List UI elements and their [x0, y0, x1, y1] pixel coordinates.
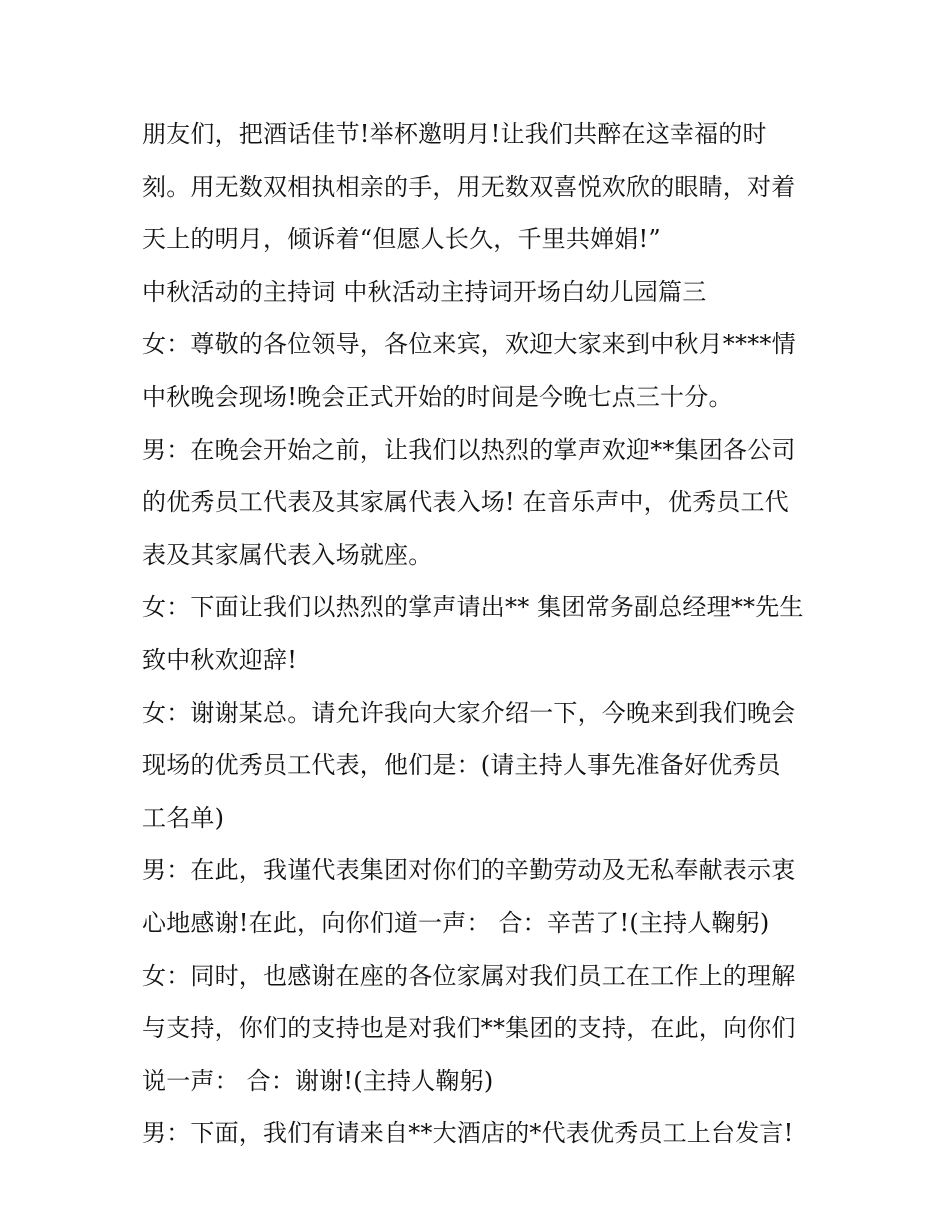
text-line: 中秋晚会现场!晚会正式开始的时间是今晚七点三十分。	[142, 382, 733, 411]
section-heading: 中秋活动的主持词 中秋活动主持词开场白幼儿园篇三	[142, 277, 707, 306]
text-line: 现场的优秀员工代表，他们是：(请主持人事先准备好优秀员	[142, 751, 781, 780]
text-line: 天上的明月，倾诉着“但愿人长久，千里共婵娟!”	[142, 225, 661, 254]
text-line: 男：在此，我谨代表集团对你们的辛勤劳动及无私奉献表示衷	[142, 856, 796, 885]
text-line: 女：谢谢某总。请允许我向大家介绍一下，今晚来到我们晚会	[142, 698, 796, 727]
text-line: 男：下面，我们有请来自**大酒店的*代表优秀员工上台发言!	[142, 1119, 794, 1148]
text-line: 的优秀员工代表及其家属代表入场! 在音乐声中，优秀员工代	[142, 488, 789, 517]
text-line: 致中秋欢迎辞!	[142, 645, 298, 674]
text-line: 朋友们，把酒话佳节!举杯邀明月!让我们共醉在这幸福的时	[142, 120, 767, 148]
document-body	[142, 108, 812, 1160]
text-line: 男：在晚会开始之前，让我们以热烈的掌声欢迎**集团各公司	[142, 435, 796, 464]
text-line: 女：下面让我们以热烈的掌声请出** 集团常务副总经理**先生	[142, 593, 804, 622]
text-line: 表及其家属代表入场就座。	[142, 540, 433, 569]
text-line: 心地感谢!在此，向你们道一声： 合：辛苦了!(主持人鞠躬)	[142, 908, 770, 937]
text-line: 与支持，你们的支持也是对我们**集团的支持，在此，向你们	[142, 1014, 796, 1043]
text-line: 刻。用无数双相执相亲的手，用无数双喜悦欢欣的眼睛，对着	[142, 172, 796, 201]
text-line: 女：同时，也感谢在座的各位家属对我们员工在工作上的理解	[142, 961, 796, 990]
text-line: 工名单)	[142, 803, 225, 832]
text-line: 女：尊敬的各位领导，各位来宾，欢迎大家来到中秋月****情	[142, 330, 796, 359]
text-line: 说一声： 合：谢谢!(主持人鞠躬)	[142, 1066, 494, 1095]
